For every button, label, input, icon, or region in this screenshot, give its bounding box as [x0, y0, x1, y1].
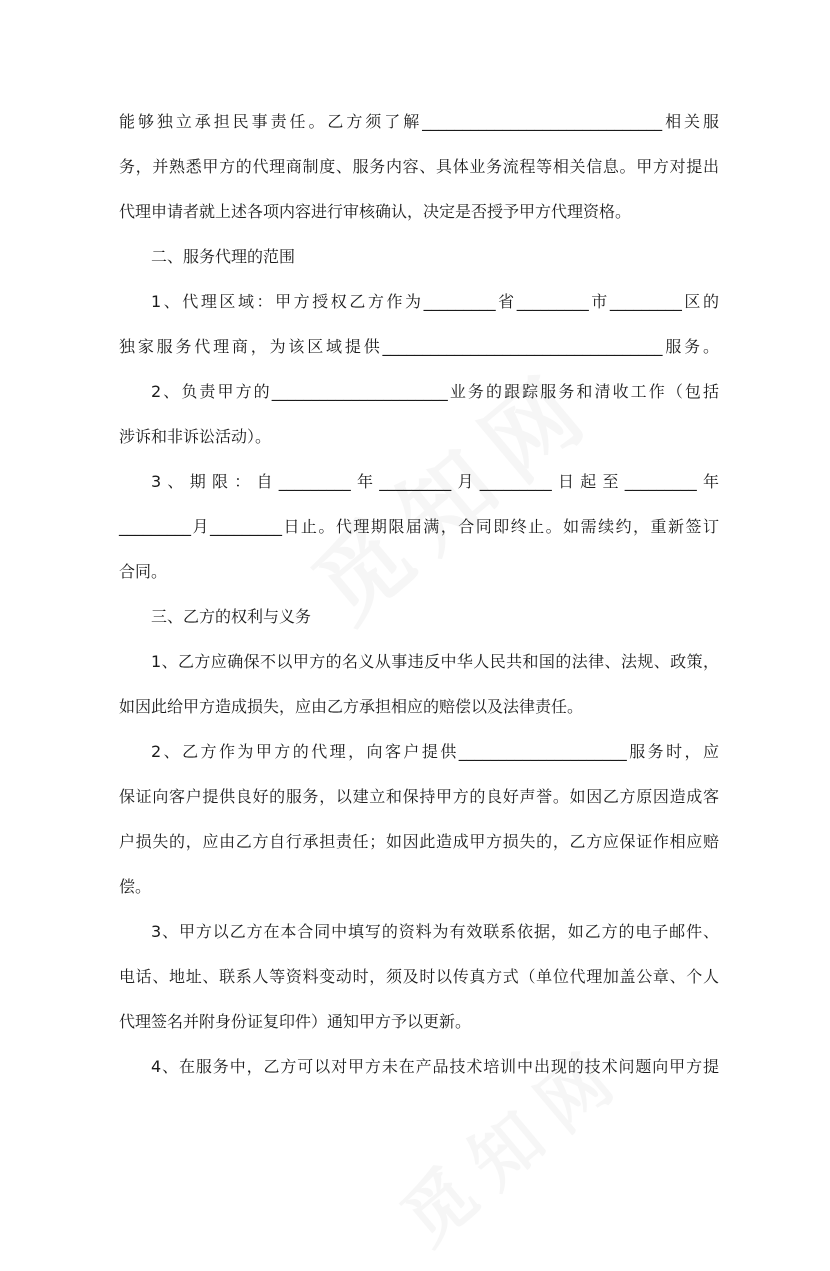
section-heading: 二、服务代理的范围 [151, 247, 296, 266]
paragraph-line: 独家服务代理商，为该区域提供___________________________________服务。 [119, 337, 719, 356]
paragraph-line: 能够独立承担民事责任。乙方须了解______________________________相关服 [119, 112, 719, 131]
section-heading: 三、乙方的权利与义务 [151, 607, 312, 626]
paragraph-line: 电话、地址、联系人等资料变动时，须及时以传真方式（单位代理加盖公章、个人 [119, 967, 719, 986]
paragraph-line: _________月_________日止。代理期限届满，合同即终止。如需续约，重新签订 [119, 517, 719, 536]
paragraph-line: 2、乙方作为甲方的代理，向客户提供_____________________服务时，应 [151, 742, 719, 761]
paragraph-line: 4、在服务中，乙方可以对甲方未在产品技术培训中出现的技术问题向甲方提 [151, 1057, 719, 1076]
paragraph-line: 3、甲方以乙方在本合同中填写的资料为有效联系依据，如乙方的电子邮件、 [151, 922, 719, 941]
paragraph-line: 保证向客户提供良好的服务，以建立和保持甲方的良好声誉。如因乙方原因造成客 [119, 787, 719, 806]
paragraph-line: 1、乙方应确保不以甲方的名义从事违反中华人民共和国的法律、法规、政策， [151, 652, 719, 671]
paragraph-line: 代理签名并附身份证复印件）通知甲方予以更新。 [119, 1012, 472, 1031]
paragraph-line: 3、期限：自_________年_________月_________日起至_________年 [151, 472, 719, 491]
paragraph-line: 务，并熟悉甲方的代理商制度、服务内容、具体业务流程等相关信息。甲方对提出 [119, 157, 719, 176]
paragraph-line: 涉诉和非诉讼活动）。 [119, 427, 272, 446]
paragraph-line: 偿。 [119, 877, 152, 896]
paragraph-line: 2、负责甲方的______________________业务的跟踪服务和清收工作（包括 [151, 382, 719, 401]
paragraph-line: 代理申请者就上述各项内容进行审核确认，决定是否授予甲方代理资格。 [119, 202, 632, 221]
paragraph-line: 户损失的，应由乙方自行承担责任；如因此造成甲方损失的，乙方应保证作相应赔 [119, 832, 719, 851]
paragraph-line: 如因此给甲方造成损失，应由乙方承担相应的赔偿以及法律责任。 [119, 697, 584, 716]
paragraph-line: 1、代理区域：甲方授权乙方作为_________省_________市_________区的 [151, 292, 719, 311]
paragraph-line: 合同。 [119, 562, 168, 581]
watermark-bottom [372, 1010, 648, 1269]
